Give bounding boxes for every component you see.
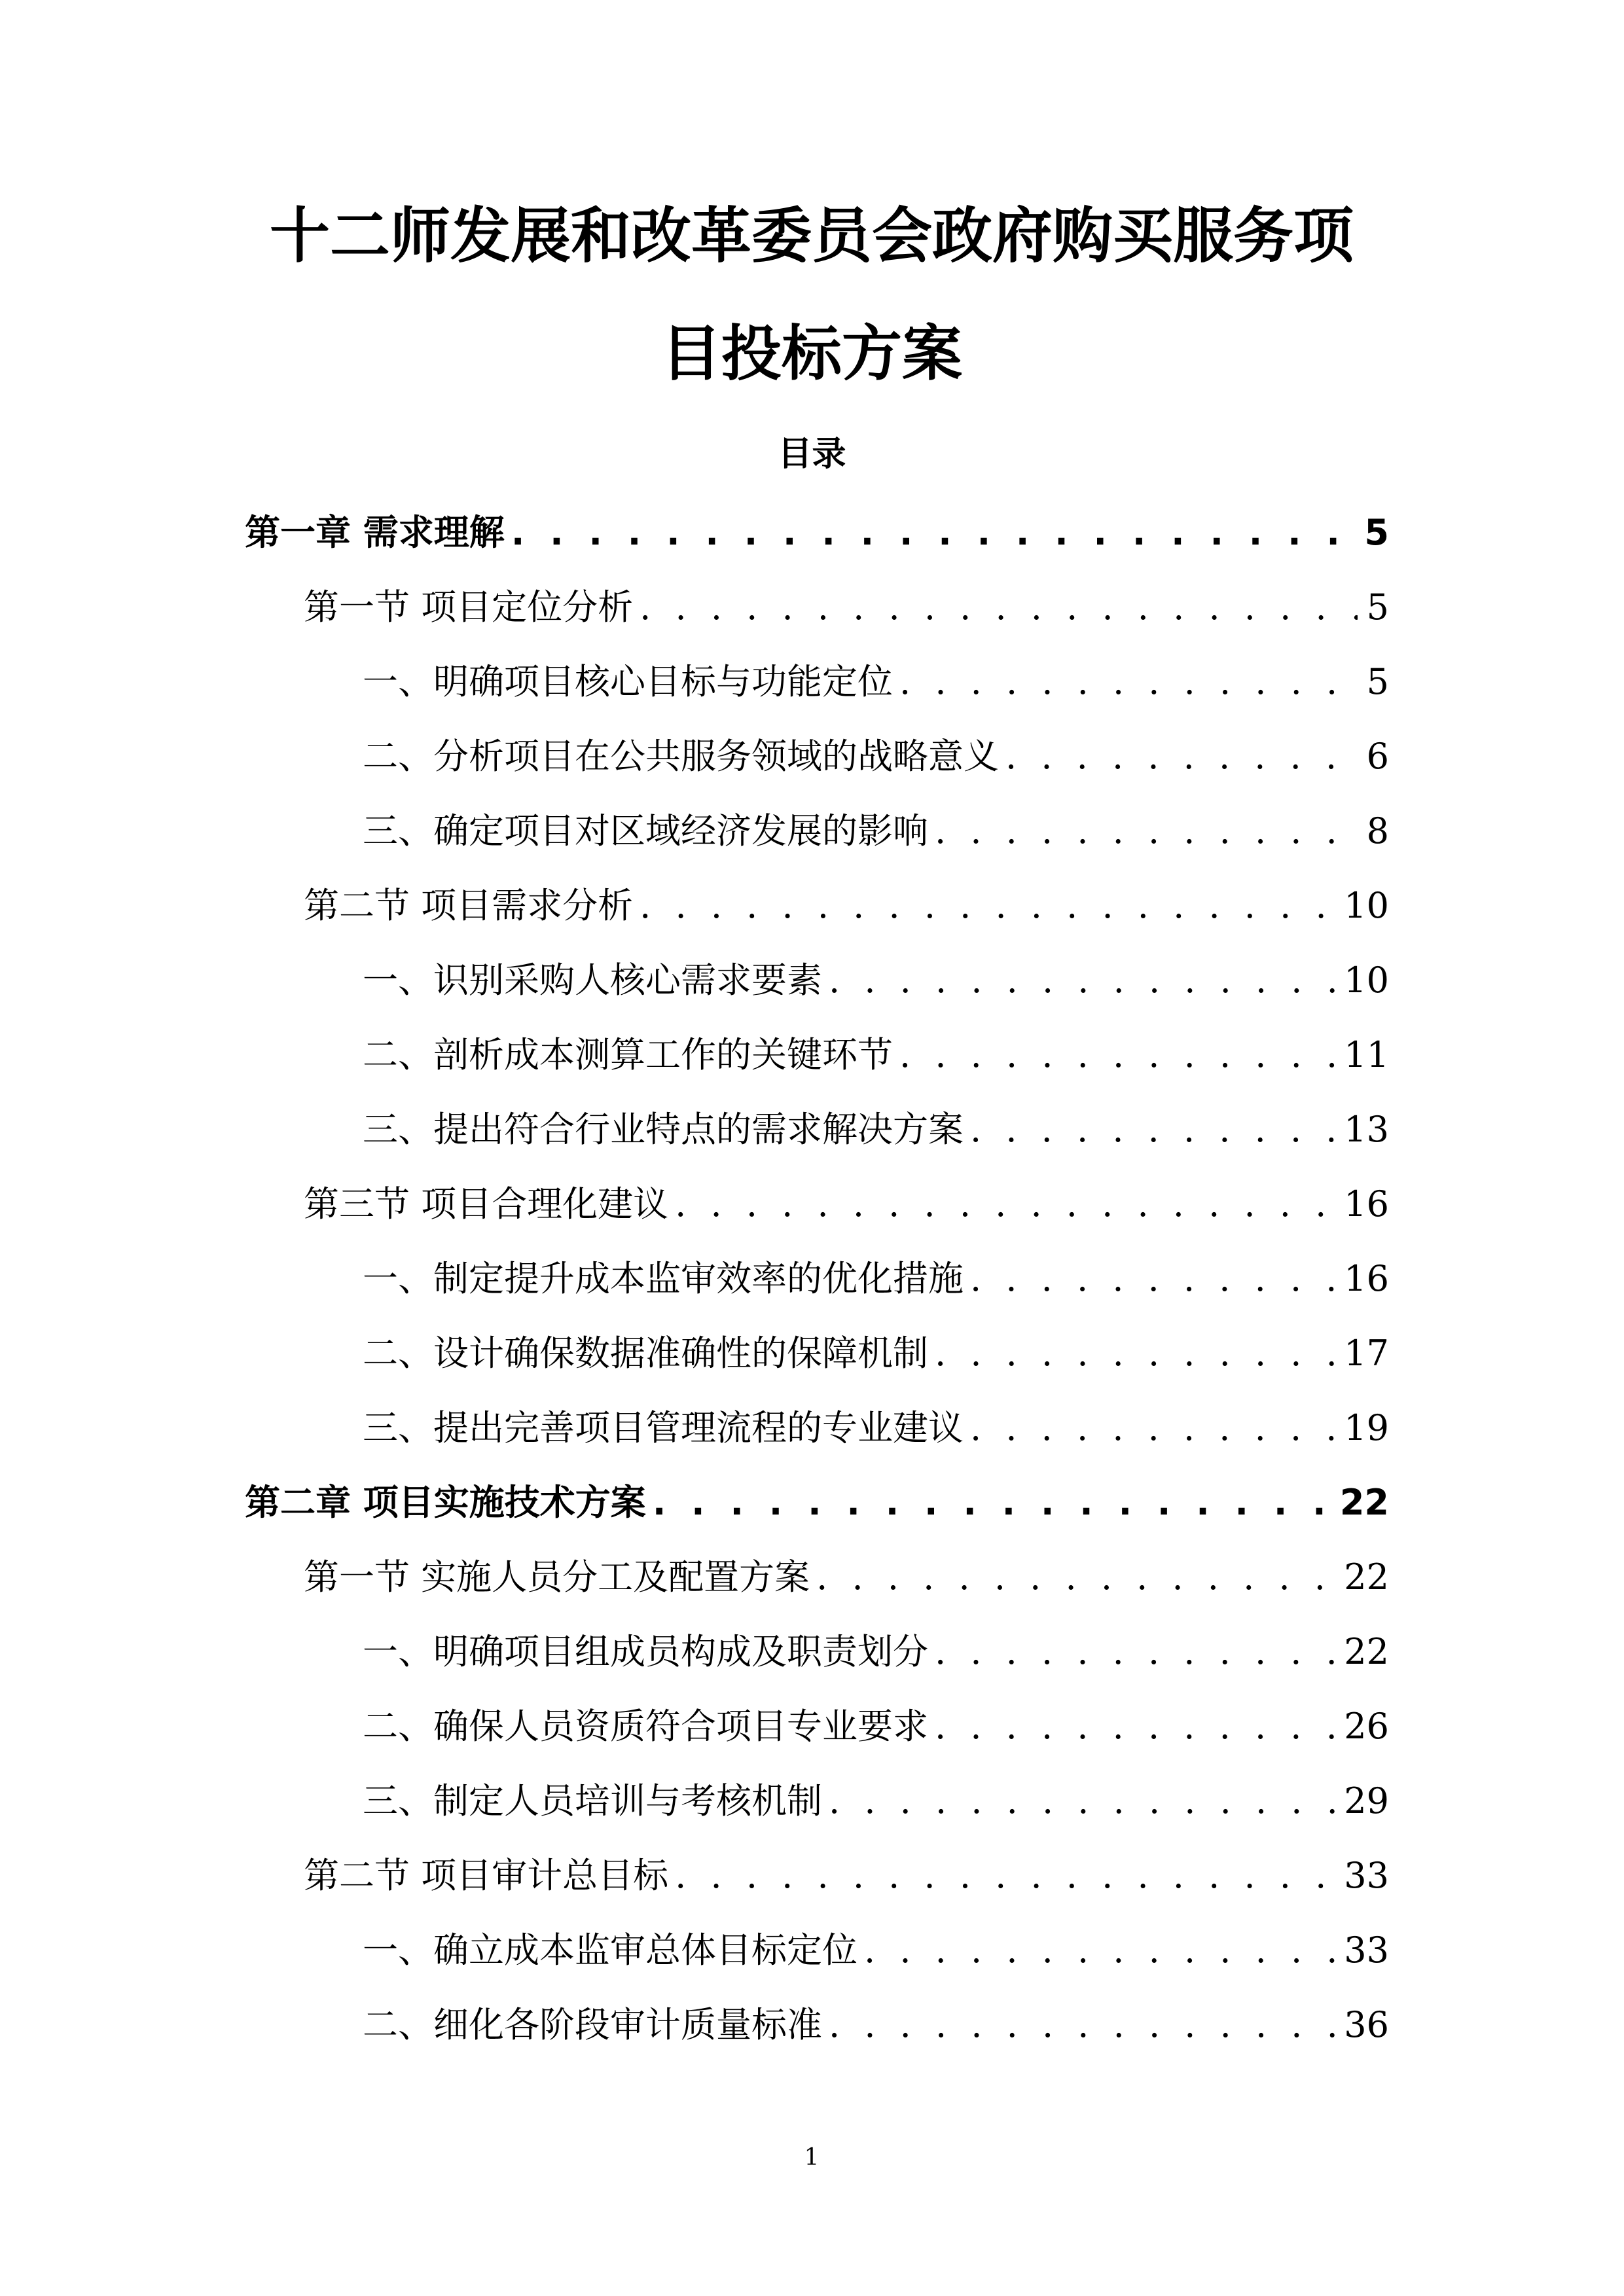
toc-entry-page-number: 17	[1344, 1333, 1389, 1374]
toc-dot-leader	[511, 503, 1356, 563]
toc-entry-label: 第一节 实施人员分工及配置方案	[304, 1556, 810, 1598]
toc-entry-label: 第一节 项目定位分析	[304, 586, 634, 628]
toc-entry-page-number: 22	[1339, 1482, 1389, 1523]
toc-heading: 目录	[778, 435, 846, 474]
toc-entry-page-number: 10	[1344, 960, 1389, 1001]
toc-entry-label: 二、分析项目在公共服务领域的战略意义	[363, 736, 999, 777]
table-of-contents	[245, 503, 1389, 2070]
toc-dot-leader	[935, 1696, 1335, 1757]
toc-chapter-entry[interactable]	[245, 1473, 1389, 1547]
toc-dot-leader	[675, 1174, 1335, 1234]
toc-entry-label: 第一章 需求理解	[245, 512, 505, 553]
toc-dot-leader	[829, 1771, 1335, 1831]
toc-entry-label: 二、细化各阶段审计质量标准	[363, 2004, 822, 2045]
toc-subsection-entry[interactable]	[245, 652, 1389, 726]
toc-dot-leader	[816, 1547, 1335, 1607]
toc-entry-page-number: 22	[1344, 1556, 1389, 1598]
toc-entry-page-number: 16	[1344, 1258, 1389, 1299]
toc-dot-leader	[864, 1920, 1335, 1981]
toc-subsection-entry[interactable]	[245, 801, 1389, 876]
toc-subsection-entry[interactable]	[245, 1249, 1389, 1323]
toc-entry-label: 一、确立成本监审总体目标定位	[363, 1929, 857, 1971]
toc-entry-page-number: 26	[1344, 1706, 1389, 1747]
toc-dot-leader	[935, 1622, 1335, 1682]
toc-entry-label: 二、确保人员资质符合项目专业要求	[363, 1706, 928, 1747]
toc-entry-page-number: 16	[1344, 1183, 1389, 1225]
toc-entry-label: 第二节 项目审计总目标	[304, 1855, 669, 1896]
toc-entry-label: 第三节 项目合理化建议	[304, 1183, 669, 1225]
toc-subsection-entry[interactable]	[245, 726, 1389, 801]
toc-dot-leader	[829, 950, 1335, 1011]
toc-entry-label: 一、制定提升成本监审效率的优化措施	[363, 1258, 964, 1299]
toc-entry-page-number: 19	[1344, 1407, 1389, 1448]
toc-entry-label: 二、剖析成本测算工作的关键环节	[363, 1034, 893, 1075]
toc-entry-label: 三、提出完善项目管理流程的专业建议	[363, 1407, 964, 1448]
toc-dot-leader	[899, 652, 1358, 712]
toc-entry-page-number: 11	[1344, 1034, 1389, 1075]
toc-entry-page-number: 5	[1366, 661, 1389, 702]
toc-entry-label: 三、制定人员培训与考核机制	[363, 1780, 822, 1821]
toc-entry-page-number: 13	[1344, 1109, 1389, 1150]
toc-dot-leader	[1005, 726, 1358, 787]
toc-entry-label: 一、识别采购人核心需求要素	[363, 960, 822, 1001]
toc-entry-label: 一、明确项目核心目标与功能定位	[363, 661, 893, 702]
toc-dot-leader	[935, 801, 1358, 861]
toc-entry-label: 一、明确项目组成员构成及职责划分	[363, 1631, 928, 1672]
toc-section-entry[interactable]	[245, 1846, 1389, 1920]
toc-entry-label: 三、提出符合行业特点的需求解决方案	[363, 1109, 964, 1150]
toc-dot-leader	[829, 1995, 1335, 2055]
toc-subsection-entry[interactable]	[245, 1323, 1389, 1398]
toc-subsection-entry[interactable]	[245, 1995, 1389, 2070]
toc-dot-leader	[640, 577, 1357, 637]
toc-subsection-entry[interactable]	[245, 1771, 1389, 1846]
toc-section-entry[interactable]	[245, 876, 1389, 950]
toc-dot-leader	[970, 1398, 1335, 1458]
toc-entry-page-number: 5	[1364, 512, 1389, 553]
toc-section-entry[interactable]	[245, 1174, 1389, 1249]
toc-dot-leader	[675, 1846, 1335, 1906]
toc-subsection-entry[interactable]	[245, 1100, 1389, 1174]
toc-entry-label: 第二章 项目实施技术方案	[245, 1482, 646, 1523]
toc-entry-page-number: 36	[1344, 2004, 1389, 2045]
toc-entry-page-number: 33	[1344, 1929, 1389, 1971]
toc-dot-leader	[899, 1025, 1335, 1085]
toc-subsection-entry[interactable]	[245, 1920, 1389, 1995]
document-title-line-1: 十二师发展和改革委员会政府购买服务项	[269, 201, 1354, 271]
toc-entry-page-number: 8	[1366, 810, 1389, 852]
toc-subsection-entry[interactable]	[245, 1398, 1389, 1473]
toc-entry-page-number: 6	[1366, 736, 1389, 777]
toc-entry-page-number: 10	[1344, 885, 1389, 926]
toc-dot-leader	[640, 876, 1335, 936]
toc-section-entry[interactable]	[245, 1547, 1389, 1622]
toc-dot-leader	[970, 1249, 1335, 1309]
toc-entry-page-number: 22	[1344, 1631, 1389, 1672]
toc-entry-page-number: 33	[1344, 1855, 1389, 1896]
toc-dot-leader	[935, 1323, 1335, 1384]
toc-section-entry[interactable]	[245, 577, 1389, 652]
toc-entry-label: 二、设计确保数据准确性的保障机制	[363, 1333, 928, 1374]
page-number-footer: 1	[804, 2144, 820, 2171]
toc-subsection-entry[interactable]	[245, 1025, 1389, 1100]
toc-dot-leader	[653, 1473, 1331, 1533]
toc-entry-label: 第二节 项目需求分析	[304, 885, 634, 926]
toc-entry-page-number: 29	[1344, 1780, 1389, 1821]
toc-dot-leader	[970, 1100, 1335, 1160]
toc-entry-page-number: 5	[1366, 586, 1389, 628]
toc-entry-label: 三、确定项目对区域经济发展的影响	[363, 810, 928, 852]
document-title-line-2: 目投标方案	[660, 319, 962, 389]
toc-chapter-entry[interactable]	[245, 503, 1389, 577]
toc-subsection-entry[interactable]	[245, 1622, 1389, 1696]
toc-subsection-entry[interactable]	[245, 950, 1389, 1025]
toc-subsection-entry[interactable]	[245, 1696, 1389, 1771]
